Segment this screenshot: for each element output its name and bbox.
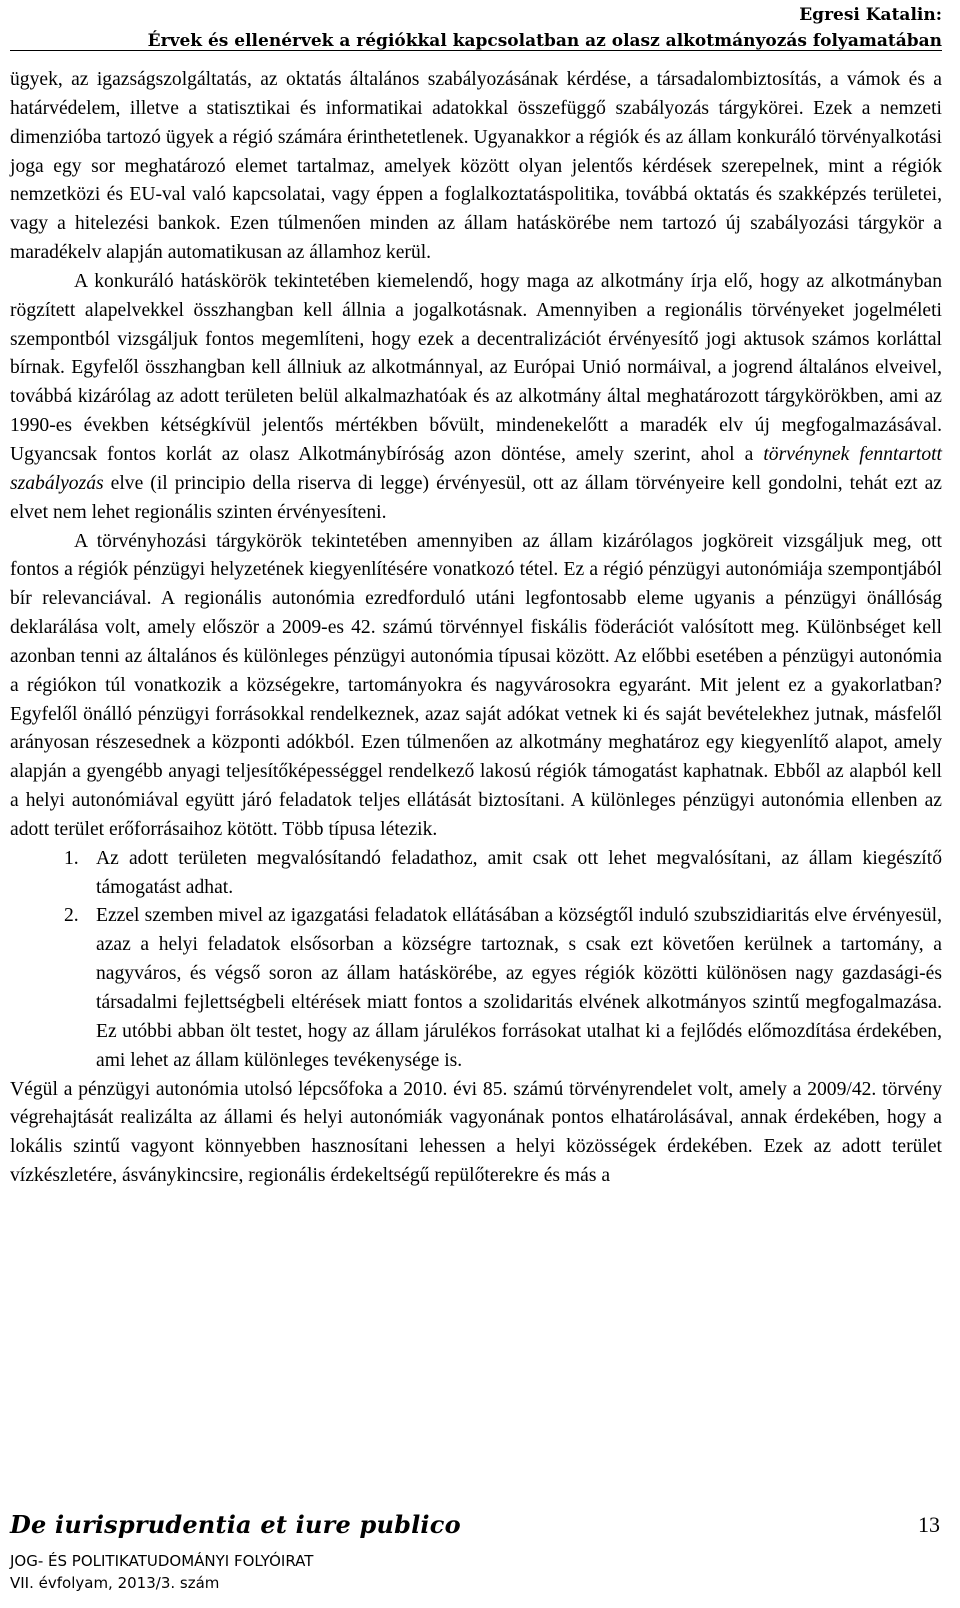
paragraph-3: A törvényhozási tárgykörök tekintetében amennyiben az állam kizárólagos jogköreit vizsgáljuk meg, ott fontos a régiók pénzügyi helyzetének kiegyenlítésére vonatkozó tétel. Ez a régió pénzügyi autonómiája szempontjából bír relevanciával. A regionális autonómia ezredforduló utáni legfontosabb eleme ugyanis a pénzügyi önállóság deklarálása volt, amely először a 2009-es 42. számú törvénnyel fiskális föderációt valósított meg. Különbséget kell azonban tenni az általános és különleges pénzügyi autonómia típusai között. Az előbbi esetében a pénzügyi autonómia a régiókon túl vonatkozik a községekre, tartományokra és nagyvárosokra egyaránt. Mit jelent ez a gyakorlatban? Egyfelől önálló pénzügyi forrásokkal rendelkeznek, azaz saját adókat vetnek ki és saját bevételekhez jutnak, másfelől arányosan részesednek a központi adókból. Ezen túlmenően az alkotmány meghatároz egy kiegyenlítő alapot, amely alapján a gyengébb anyagi teljesítőképességgel rendelkező lakosú régiók támogatást kaphatnak. Ebből az alapból kell a helyi autonómiával együtt járó feladatok teljes ellátását biztosítani. A különleges pénzügyi autonómia ellenben az adott terület erőforrásaihoz kötött. Több típusa létezik. [10, 530, 942, 840]
article-body [10, 66, 942, 1191]
list-item [10, 902, 942, 1075]
paragraph-2-text-end: elve (il principio della riserva di legge) érvényesül, ott az állam törvényeire kell gondolni, tehát ezt az elvet nem lehet regionális szinten érvényesíteni. [10, 472, 942, 523]
header-divider [10, 50, 942, 51]
running-header [148, 2, 942, 54]
list-item-number: 1. [64, 847, 79, 869]
footer-issue: VII. évfolyam, 2013/3. szám [10, 1574, 220, 1592]
closing-paragraph: Végül a pénzügyi autonómia utolsó lépcsőfoka a 2010. évi 85. számú törvényrendelet volt, amely a 2009/42. törvény végrehajtását realizálta az állami és helyi autonómiák vagyonának pontos elhatárolásával, annak érdekében, hogy a lokális szintű vagyont könnyebben hasznosítani lehessen a helyi közösségek érdekében. Ezek az adott terület vízkészletére, ásványkincsire, regionális érdekeltségű repülőterekre és más a [10, 1078, 942, 1187]
paragraph-2-text-start: A konkuráló hatáskörök tekintetében kiemelendő, hogy maga az alkotmány írja elő, hogy az alkotmányban rögzített alapelvekkel összhangban kell állnia a jogalkotásnak. Amennyiben a regionális törvényeket jogelméleti szempontból vizsgáljuk fontos megemlíteni, hogy ezek a decentralizációt érvényesítő jogi aktusok számos korláttal bírnak. Egyfelől összhangban kell állniuk az alkotmánnyal, az Európai Unió normáival, a jogrend általános elveivel, továbbá kizárólag az adott területen belül alkalmazhatóak és az alkotmány által meghatározott tárgykörökben, ami az 1990-es években kétségkívül jelentős mértékben bővült, mindenekelőtt a maradék elv új megfogalmazásával. Ugyancsak fontos korlát az olasz Alkotmánybíróság azon döntése, amely szerint, ahol a [10, 270, 942, 465]
header-article-title: Érvek és ellenérvek a régiókkal kapcsolatban az olasz alkotmányozás folyamatában [147, 31, 942, 51]
list-item-text: Az adott területen megvalósítandó feladathoz, amit csak ott lehet megvalósítani, az állam kiegészítő támogatást adhat. [96, 847, 942, 898]
footer-journal-name: JOG- ÉS POLITIKATUDOMÁNYI FOLYÓIRAT [10, 1552, 314, 1570]
paragraph-2 [10, 268, 942, 528]
list-item-number: 2. [64, 905, 79, 927]
footer-journal-info [10, 1550, 313, 1594]
paragraph-1: ügyek, az igazságszolgáltatás, az oktatás általános szabályozásának kérdése, a társadalombiztosítás, a vámok és a határvédelem, illetve a statisztikai és informatikai adatokkal összefüggő szabályozás tárgykörei. Ezek a nemzeti dimenzióba tartozó ügyek a régió számára érinthetetlenek. Ugyanakkor a régiók és az állam konkuráló törvényalkotási joga egy sor meghatározó elemet tartalmaz, amelyek között olyan jelentős kérdések szerepelnek, mint a régiók nemzetközi és EU-val való kapcsolatai, vagy éppen a foglalkoztatáspolitika, továbbá oktatás és szakképzés területei, vagy a hitelezési bankok. Ezen túlmenően minden az állam hatáskörébe nem tartozó új szabályozási tárgykör a maradékelv alapján automatikusan az államhoz kerül. [10, 69, 942, 264]
numbered-list [10, 845, 942, 1076]
header-author: Egresi Katalin: [799, 5, 942, 25]
list-item [10, 845, 942, 903]
footer-journal-title: De iurisprudentia et iure publico [10, 1510, 461, 1539]
page-number: 13 [918, 1512, 940, 1537]
list-item-text: Ezzel szemben mivel az igazgatási feladatok ellátásában a községtől induló szubszidiaritás elve érvényesül, azaz a helyi feladatok elsősorban a községre tartoznak, s csak ezt követően kerülnek a tartomány, a nagyváros, és végső soron az állam hatáskörébe, az egyes régiók közötti különösen nagy gazdasági-és társadalmi fejlettségbeli eltérések miatt fontos a szolidaritás elvének alkotmányos szintű megfogalmazása. Ez utóbbi abban ölt testet, hogy az állam járulékos forrásokat utalhat ki a fejlődés előmozdítása érdekében, ami lehet az állam különleges tevékenysége is. [96, 905, 942, 1071]
paragraph-2-italic-term: törvénynek fenntartott szabályozás [10, 443, 942, 494]
